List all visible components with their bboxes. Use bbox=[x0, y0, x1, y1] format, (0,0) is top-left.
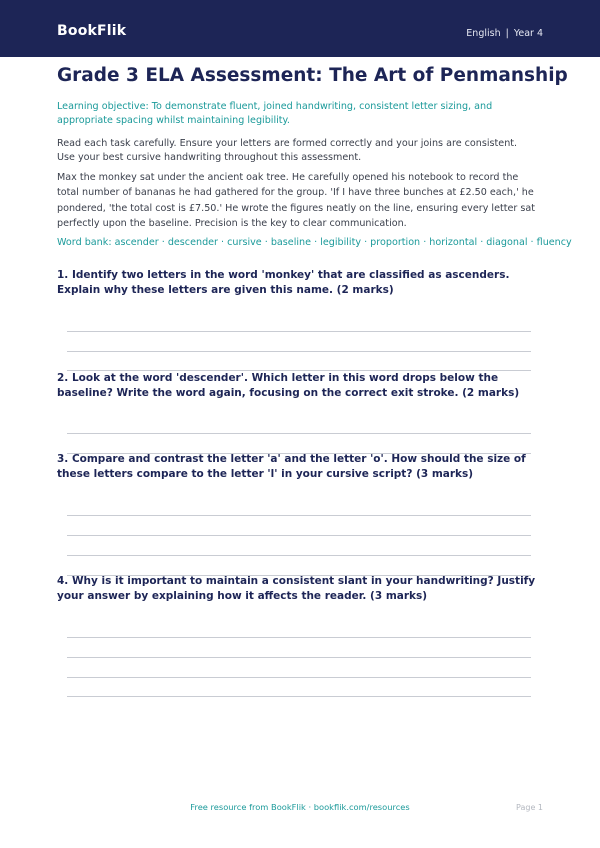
page-title: Grade 3 ELA Assessment: The Art of Penmanship bbox=[57, 65, 568, 86]
answer-line bbox=[67, 433, 531, 434]
question-2: 2. Look at the word 'descender'. Which letter in this word drops below the baseline? Write the word again, focusing on the correct exit stroke. (2 marks) bbox=[57, 372, 520, 399]
instructions: Read each task carefully. Ensure your letters are formed correctly and your joins are consistent. Use your best cursive handwriting throughout this assessment. bbox=[57, 138, 518, 163]
page-number: Page 1 bbox=[516, 803, 543, 812]
question-4: 4. Why is it important to maintain a consistent slant in your handwriting? Justify your answer by explaining how it affects the reader. (3 marks) bbox=[57, 575, 536, 602]
header-meta bbox=[466, 28, 543, 39]
header-separator: | bbox=[505, 28, 509, 39]
answer-line bbox=[67, 677, 531, 678]
footer-resource-link[interactable]: Free resource from BookFlik · bookflik.com/resources bbox=[190, 802, 410, 812]
brand-logo: BookFlik bbox=[57, 23, 127, 39]
answer-line bbox=[67, 515, 531, 516]
subject-label: English bbox=[466, 28, 501, 39]
year-label: Year 4 bbox=[513, 28, 543, 39]
question-1: 1. Identify two letters in the word 'monkey' that are classified as ascenders. Explain why these letters are given this name. (2 marks) bbox=[57, 269, 510, 296]
page-header bbox=[0, 0, 600, 57]
answer-line bbox=[67, 637, 531, 638]
answer-line bbox=[67, 555, 531, 556]
answer-line bbox=[67, 535, 531, 536]
answer-line bbox=[67, 657, 531, 658]
answer-line bbox=[67, 331, 531, 332]
answer-line bbox=[67, 351, 531, 352]
word-bank: Word bank: ascender · descender · cursive · baseline · legibility · proportion · horizontal · diagonal · fluency bbox=[57, 237, 572, 248]
question-3: 3. Compare and contrast the letter 'a' and the letter 'o'. How should the size of these letters compare to the letter 'l' in your cursive script? (3 marks) bbox=[57, 453, 526, 480]
reading-passage: Max the monkey sat under the ancient oak tree. He carefully opened his notebook to record the total number of bananas he had gathered for the group. 'If I have three bunches at £2.50 each,' he pondered, 'the total cost is £7.50.' He wrote the figures neatly on the line, ensuring every letter sat perfectly upon the baseline. Precision is the key to clear communication. bbox=[57, 172, 536, 229]
answer-line bbox=[67, 696, 531, 697]
learning-objective: Learning objective: To demonstrate fluent, joined handwriting, consistent letter sizing, and appropriate spacing whilst maintaining legibility. bbox=[57, 101, 493, 126]
